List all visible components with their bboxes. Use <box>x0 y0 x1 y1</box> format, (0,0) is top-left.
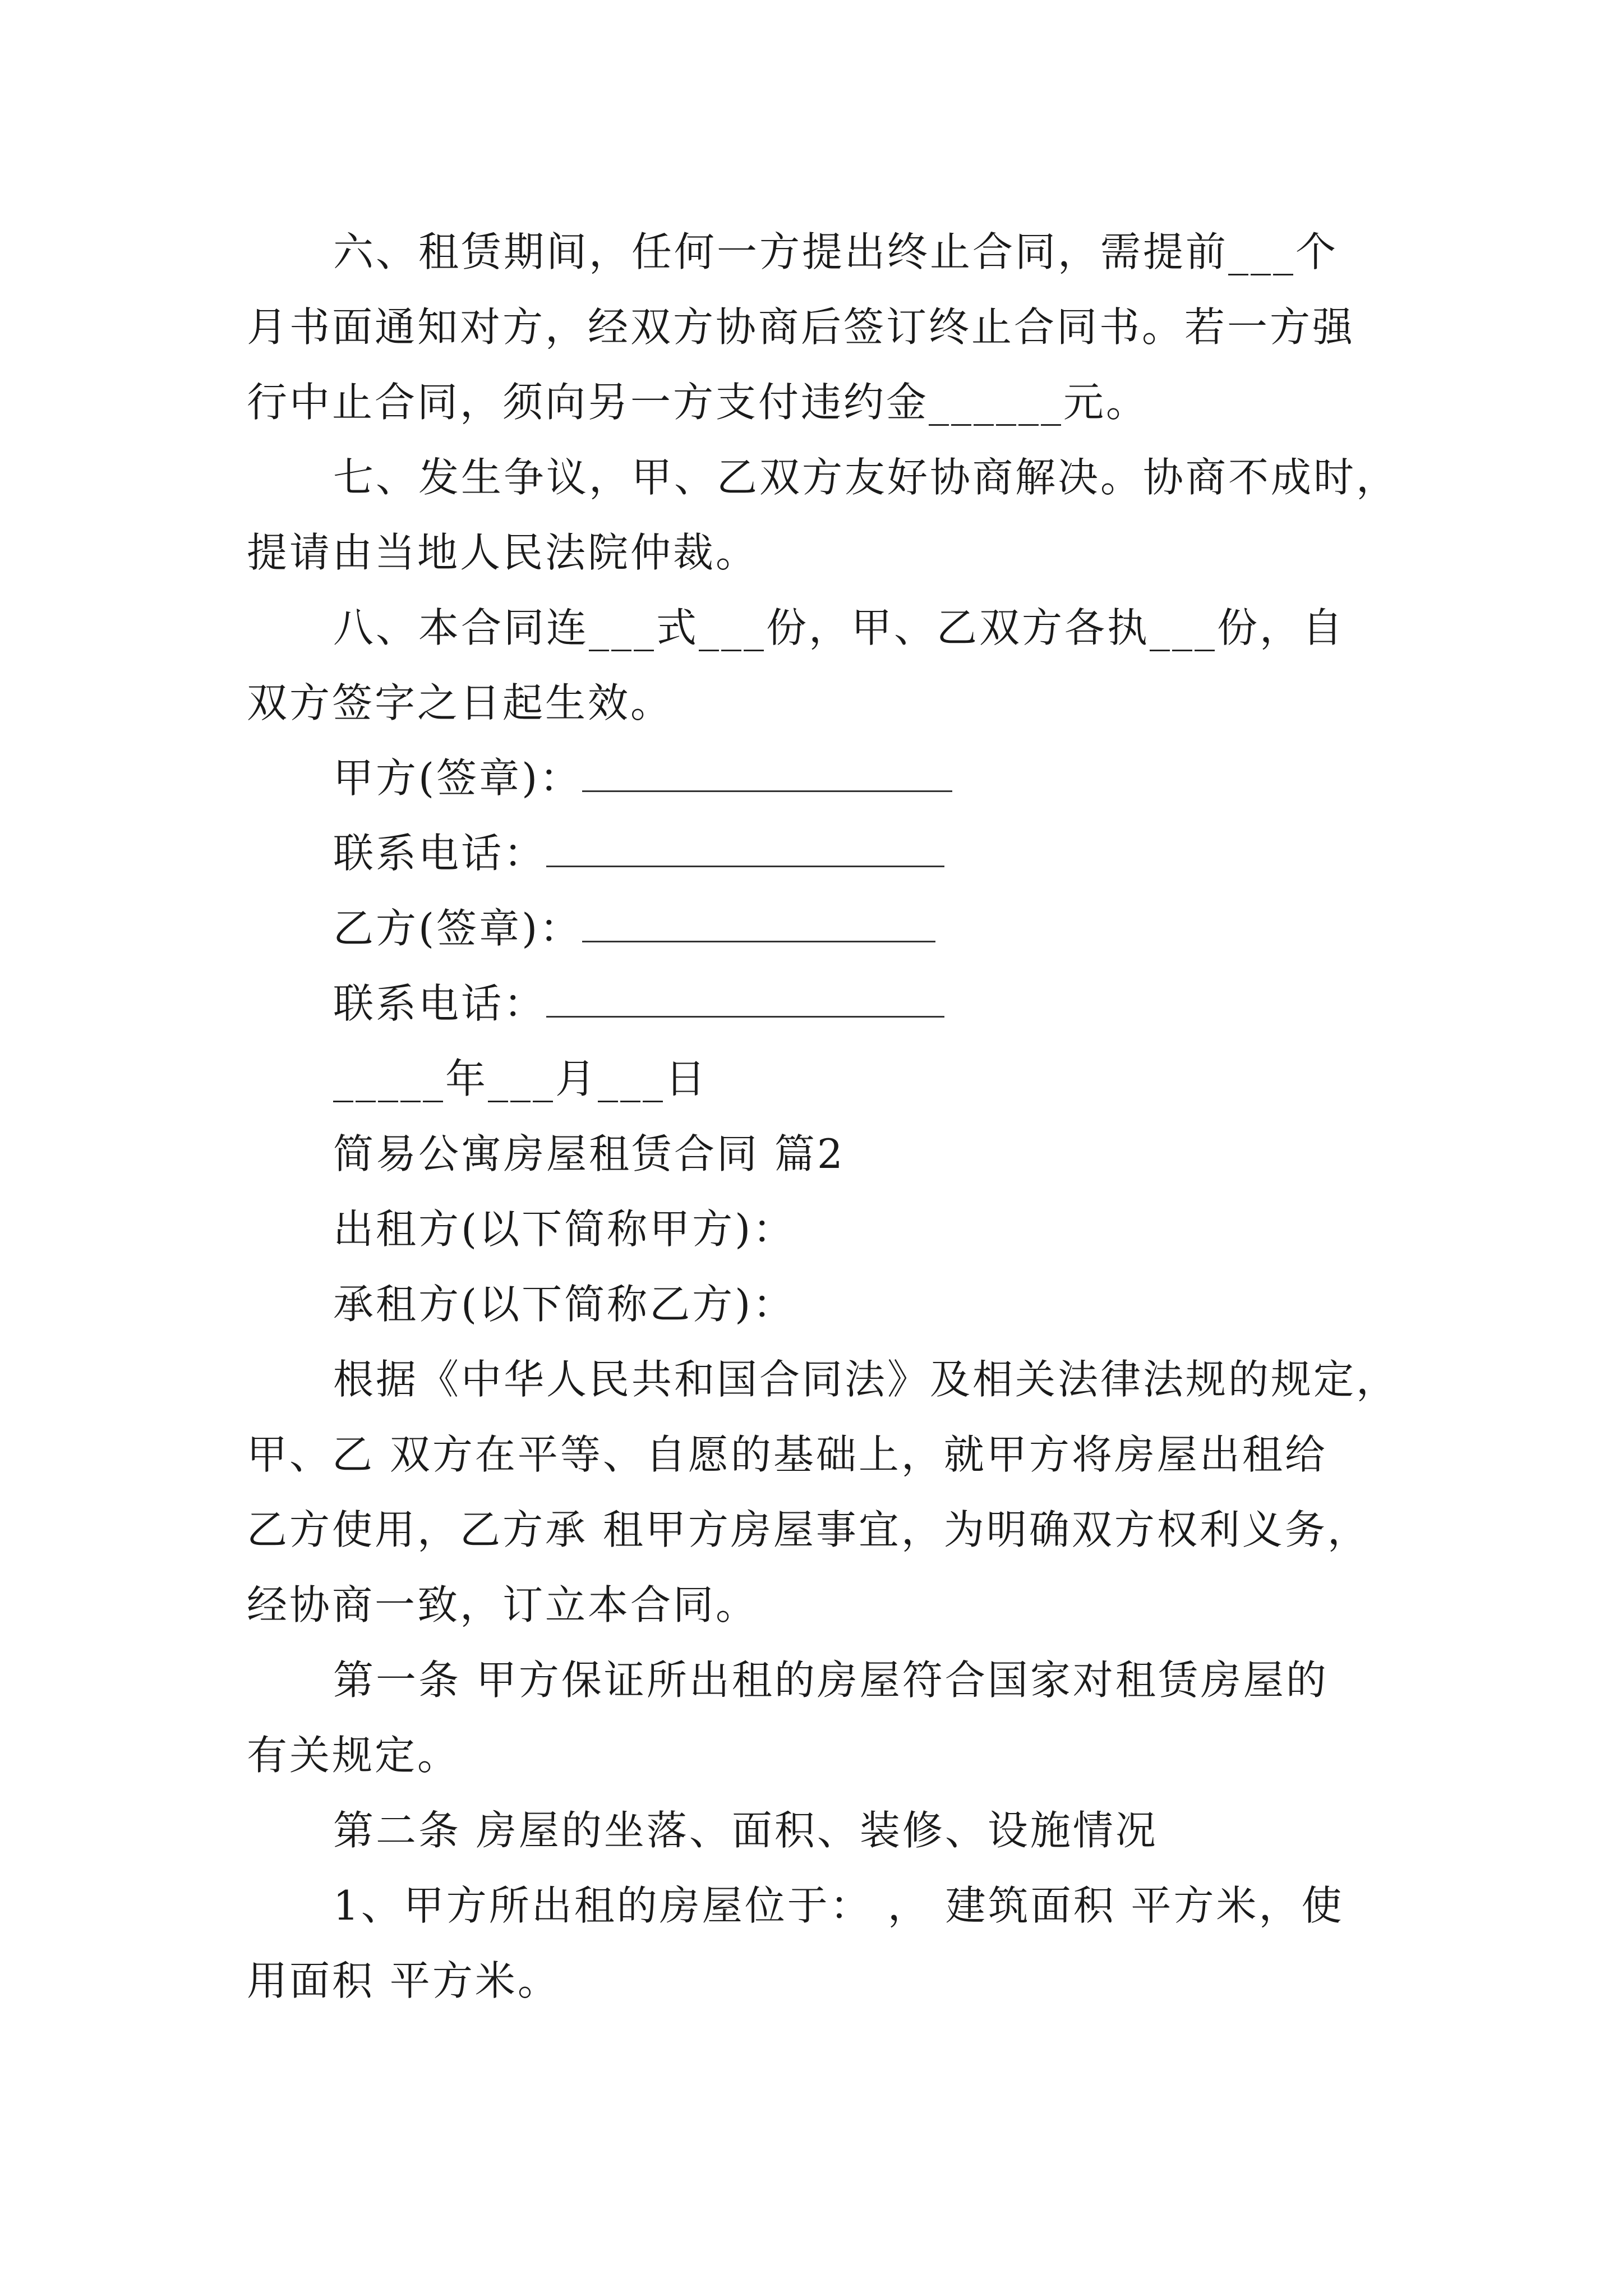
clause-eight-line-1: 八、本合同连___式___份，甲、乙双方各执___份，自 <box>333 604 1345 651</box>
document-body <box>247 214 1408 2018</box>
signature-date <box>247 1041 1408 1116</box>
clause-six <box>247 214 1408 289</box>
intro-line-2: 甲、乙 双方在平等、自愿的基础上，就甲方将房屋出租给 <box>247 1431 1327 1478</box>
clause-six-line-1: 六、租赁期间，任何一方提出终止合同，需提前___个 <box>333 228 1339 275</box>
clause-six-line-2: 月书面通知对方，经双方协商后签订终止合同书。若一方强 <box>247 303 1355 351</box>
clause-eight <box>247 590 1408 665</box>
signature-party-a <box>247 740 1408 816</box>
article-two-text: 第二条 房屋的坐落、面积、装修、设施情况 <box>333 1807 1158 1854</box>
article-one <box>247 1642 1408 1718</box>
clause-seven-line-2: 提请由当地人民法院仲裁。 <box>247 529 759 576</box>
clause-seven <box>247 440 1408 515</box>
lessor-text: 出租方(以下简称甲方)： <box>333 1205 796 1253</box>
phone-party-a-line <box>546 830 944 867</box>
lessee-line <box>247 1267 1408 1342</box>
item-one <box>247 1868 1408 1943</box>
phone-party-b-label: 联系电话： <box>333 980 547 1027</box>
phone-party-b <box>247 966 1408 1041</box>
signature-party-a-label: 甲方(签章)： <box>333 754 583 802</box>
phone-party-a-label: 联系电话： <box>333 830 547 877</box>
lessor-line <box>247 1191 1408 1267</box>
article-one-line-2: 有关规定。 <box>247 1732 460 1779</box>
intro-line-4: 经协商一致，订立本合同。 <box>247 1581 759 1628</box>
signature-party-b-label: 乙方(签章)： <box>333 905 583 952</box>
intro-line-1: 根据《中华人民共和国合同法》及相关法律法规的规定， <box>333 1356 1399 1403</box>
signature-party-b <box>247 891 1408 966</box>
article-two <box>247 1793 1408 1868</box>
intro-line-3: 乙方使用，乙方承 租甲方房屋事宜，为明确双方权利义务， <box>247 1506 1370 1553</box>
section-title <box>247 1116 1408 1191</box>
item-one-line-1: 1、甲方所出租的房屋位于： ， 建筑面积 平方米，使 <box>333 1882 1344 1929</box>
item-one-line-2: 用面积 平方米。 <box>247 1957 560 2004</box>
phone-party-b-line <box>546 980 944 1018</box>
clause-seven-line-1: 七、发生争议，甲、乙双方友好协商解决。协商不成时， <box>333 454 1399 501</box>
signature-date-text: _____年___月___日 <box>333 1055 708 1102</box>
article-one-line-1: 第一条 甲方保证所出租的房屋符合国家对租赁房屋的 <box>333 1657 1329 1704</box>
intro-paragraph <box>247 1342 1408 1417</box>
signature-party-a-line <box>582 754 952 792</box>
clause-six-line-3: 行中止合同，须向另一方支付违约金______元。 <box>247 379 1149 426</box>
lessee-text: 承租方(以下简称乙方)： <box>333 1281 796 1328</box>
signature-party-b-line <box>582 905 935 942</box>
clause-eight-line-2: 双方签字之日起生效。 <box>247 679 674 726</box>
phone-party-a <box>247 816 1408 891</box>
section-title-text: 简易公寓房屋租赁合同 篇2 <box>333 1130 845 1177</box>
